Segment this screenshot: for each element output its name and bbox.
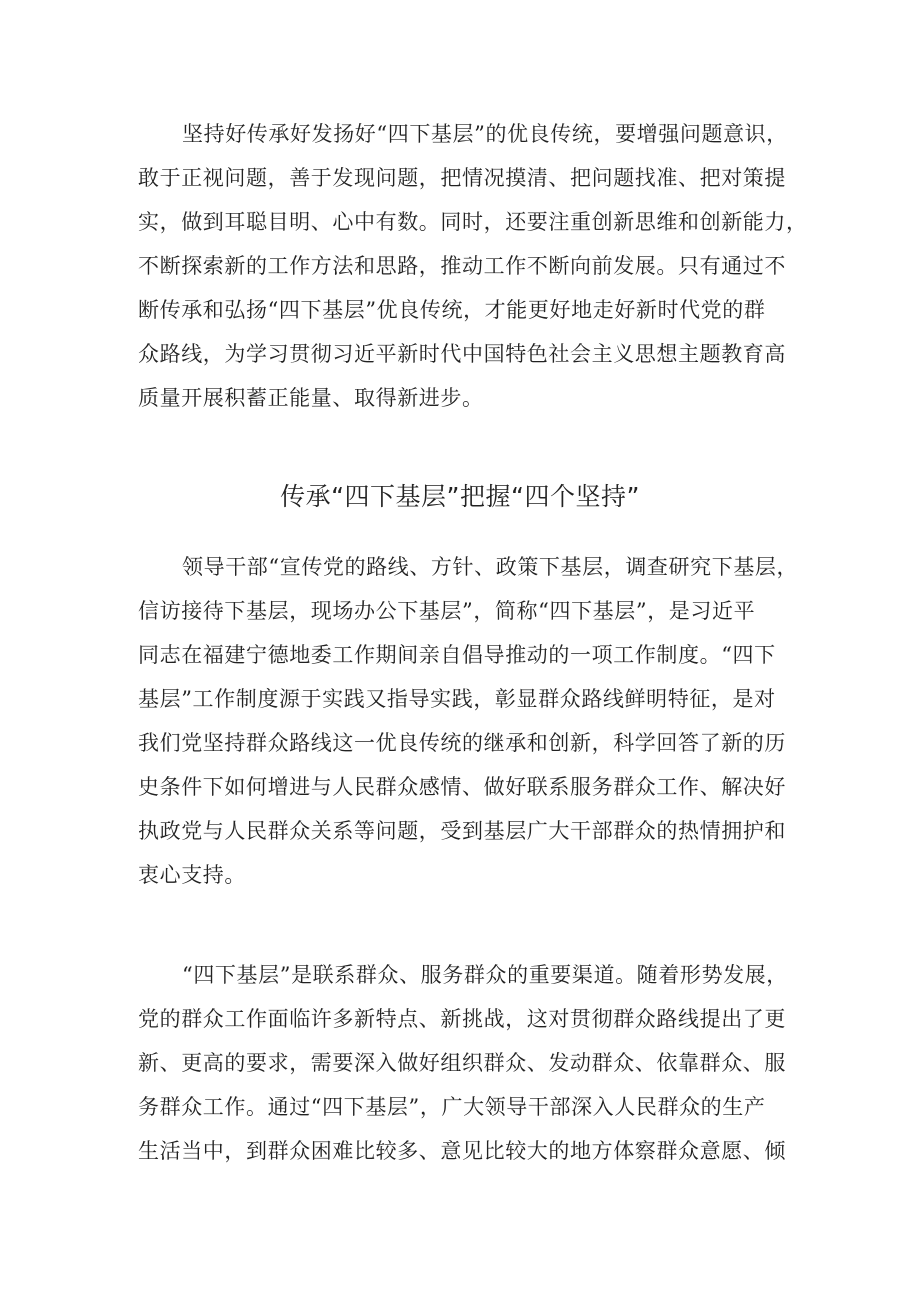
paragraph-line: 史条件下如何增进与人民群众感情、做好联系服务群众工作、解决好 <box>138 775 786 799</box>
paragraph-line: 生活当中，到群众困难比较多、意见比较大的地方体察群众意愿、倾 <box>138 1139 786 1163</box>
paragraph-line: 新、更高的要求，需要深入做好组织群众、发动群众、依靠群众、服 <box>138 1051 786 1075</box>
paragraph-line: 断传承和弘扬“四下基层”优良传统，才能更好地走好新时代党的群 <box>138 298 766 322</box>
paragraph-line: 执政党与人民群众关系等问题，受到基层广大干部群众的热情拥护和 <box>138 819 786 843</box>
paragraph-line: 同志在福建宁德地委工作期间亲自倡导推动的一项工作制度。“四下 <box>138 643 776 667</box>
paragraph-line: 众路线，为学习贯彻习近平新时代中国特色社会主义思想主题教育高 <box>138 342 786 366</box>
paragraph-line: 坚持好传承好发扬好“四下基层”的优良传统，要增强问题意识， <box>182 122 788 146</box>
paragraph-line: “四下基层”是联系群众、服务群众的重要渠道。随着形势发展， <box>182 963 788 987</box>
paragraph-line: 实，做到耳聪目明、心中有数。同时，还要注重创新思维和创新能力， <box>138 210 808 234</box>
paragraph-line: 质量开展积蓄正能量、取得新进步。 <box>138 386 484 410</box>
paragraph-line: 我们党坚持群众路线这一优良传统的继承和创新，科学回答了新的历 <box>138 731 786 755</box>
paragraph-line: 基层”工作制度源于实践又指导实践，彰显群众路线鲜明特征，是对 <box>138 687 776 711</box>
paragraph-line: 不断探索新的工作方法和思路，推动工作不断向前发展。只有通过不 <box>138 254 786 278</box>
paragraph-line: 衷心支持。 <box>138 863 246 887</box>
paragraph-line: 务群众工作。通过“四下基层”，广大领导干部深入人民群众的生产 <box>138 1095 766 1119</box>
section-title: 传承“四下基层”把握“四个坚持” <box>280 482 640 511</box>
paragraph-line: 领导干部“宣传党的路线、方针、政策下基层，调查研究下基层， <box>182 555 799 579</box>
paragraph-line: 敢于正视问题，善于发现问题，把情况摸清、把问题找准、把对策提 <box>138 166 786 190</box>
paragraph-line: 信访接待下基层，现场办公下基层”，简称“四下基层”，是习近平 <box>138 599 756 623</box>
paragraph-line: 党的群众工作面临许多新特点、新挑战，这对贯彻群众路线提出了更 <box>138 1007 786 1031</box>
